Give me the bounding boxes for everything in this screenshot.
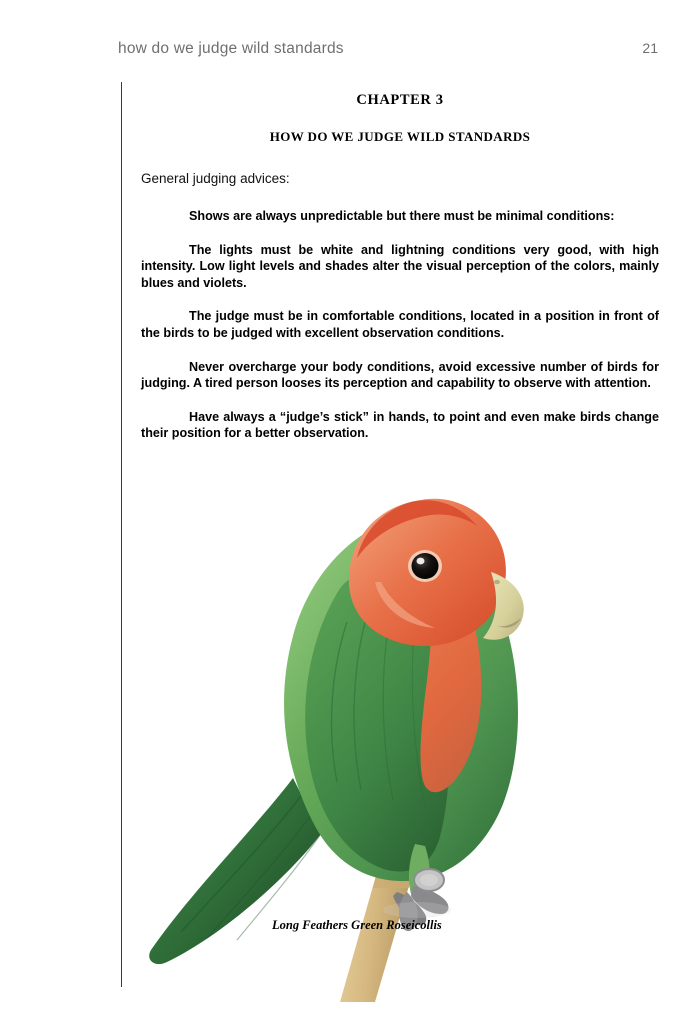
body-paragraph: Have always a “judge’s stick” in hands, to point and even make birds change their position for a better observation. — [141, 409, 659, 441]
body-paragraph: Shows are always unpredictable but there must be minimal conditions: — [189, 209, 615, 223]
running-header-title: how do we judge wild standards — [118, 40, 344, 57]
page-number: 21 — [642, 40, 658, 56]
running-header — [118, 40, 658, 58]
chapter-label: CHAPTER 3 — [356, 92, 444, 108]
left-margin-rule — [121, 82, 122, 987]
eye — [408, 550, 442, 582]
intro-line: General judging advices: — [141, 171, 290, 186]
chapter-title: HOW DO WE JUDGE WILD STANDARDS — [269, 129, 531, 144]
leg-ring — [414, 869, 444, 891]
body-paragraph: Never overcharge your body conditions, avoid excessive number of birds for judging. A tired person looses its perception and capability to observe with attention. — [141, 359, 659, 391]
body-paragraph: The judge must be in comfortable conditions, located in a position in front of the birds to be judged with excellent observation conditions. — [141, 309, 659, 341]
figure-caption: Long Feathers Green Roseicollis — [272, 918, 442, 932]
text-column — [141, 92, 659, 476]
body-paragraph: The lights must be white and lightning conditions very good, with high intensity. Low light levels and shades alter the visual perception of the colors, mainly blues and violets. — [141, 242, 659, 290]
